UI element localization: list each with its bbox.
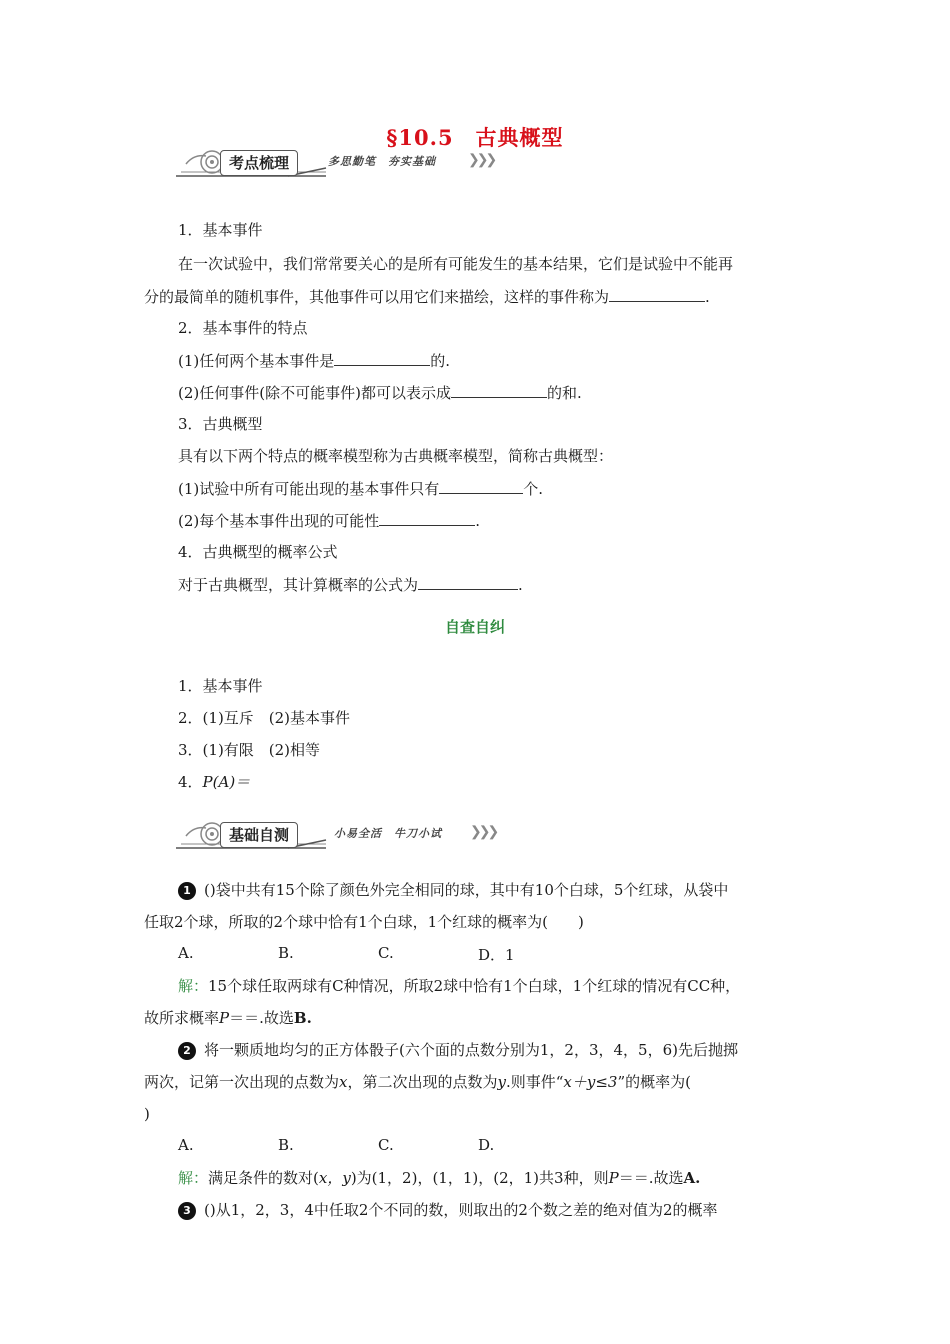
banner-label: 基础自测 [220,822,298,848]
question-1-cont: 任取2个球，所取的2个球中恰有1个白球，1个红球的概率为( ) [144,913,584,931]
option-d: D．1 [478,946,515,964]
option-a: A. [178,1136,194,1154]
fill-blank [379,510,475,526]
question-2-cont: ) [144,1105,150,1123]
banner-label: 考点梳理 [220,150,298,176]
solution-2: 解：满足条件的数对(x，y)为(1，2)，(1，1)，(2，1)共3种，则P＝＝.故选A. [178,1169,701,1187]
paragraph: 分的最简单的随机事件，其他事件可以用它们来描绘，这样的事件称为 . [144,288,710,306]
heading-basic-event: 1．基本事件 [178,221,263,239]
question-2-cont: 两次，记第一次出现的点数为x，第二次出现的点数为y.则事件“x＋y≤3”的概率为( [144,1073,691,1091]
question-number-badge: 1 [178,882,196,900]
option-b: B. [278,1136,294,1154]
option-c: C. [378,944,394,962]
paragraph: 在一次试验中，我们常常要关心的是所有可能发生的基本结果，它们是试验中不能再 [178,255,734,273]
option-b: B. [278,944,294,962]
option-d: D. [478,1136,495,1154]
paragraph: (1)试验中所有可能出现的基本事件只有 个. [178,480,544,498]
answer-item: 1．基本事件 [178,677,263,695]
paragraph: (2)任何事件(除不可能事件)都可以表示成 的和. [178,384,582,402]
answer-item: 4．P(A)＝ [178,773,251,791]
question-number-badge: 3 [178,1202,196,1220]
answer-item: 2．(1)互斥 (2)基本事件 [178,709,351,727]
paragraph: 具有以下两个特点的概率模型称为古典概率模型，简称古典概型： [178,447,614,465]
paragraph: (2)每个基本事件出现的可能性 . [178,512,481,530]
option-c: C. [378,1136,394,1154]
fill-blank [418,574,518,590]
question-3: 3 ()从1，2，3，4中任取2个不同的数，则取出的2个数之差的绝对值为2的概率 [178,1200,718,1220]
question-2: 2 将一颗质地均匀的正方体骰子(六个面的点数分别为1，2，3，4，5，6)先后抛掷 [178,1040,738,1060]
fill-blank [451,382,547,398]
heading-features: 2．基本事件的特点 [178,319,308,337]
paragraph: 对于古典概型，其计算概率的公式为 . [178,576,523,594]
chevrons-icon: ❯❯❯ [470,824,497,840]
self-check-heading: 自查自纠 [444,618,505,636]
paragraph: (1)任何两个基本事件是 的. [178,352,451,370]
section-banner-kaodian [176,146,506,180]
page-title: §10.5 古典概型 [386,125,564,150]
heading-formula: 4．古典概型的概率公式 [178,543,338,561]
solution-1: 解：15个球任取两球有C种情况，所取2球中恰有1个白球，1个红球的情况有CC种， [178,977,741,995]
banner-subtitle: 小易全活 牛刀小试 [334,827,442,840]
solution-1-cont: 故所求概率P＝＝.故选B. [144,1009,312,1027]
option-a: A. [178,944,194,962]
chevrons-icon: ❯❯❯ [468,152,495,168]
section-banner-jichu [176,818,506,852]
question-number-badge: 2 [178,1042,196,1060]
question-1: 1 ()袋中共有15个除了颜色外完全相同的球，其中有10个白球，5个红球，从袋中 [178,880,728,900]
heading-classical: 3．古典概型 [178,415,263,433]
fill-blank [334,350,430,366]
answer-item: 3．(1)有限 (2)相等 [178,741,321,759]
fill-blank [439,478,523,494]
fill-blank [609,286,705,302]
banner-subtitle: 多思勤笔 夯实基础 [328,155,436,168]
